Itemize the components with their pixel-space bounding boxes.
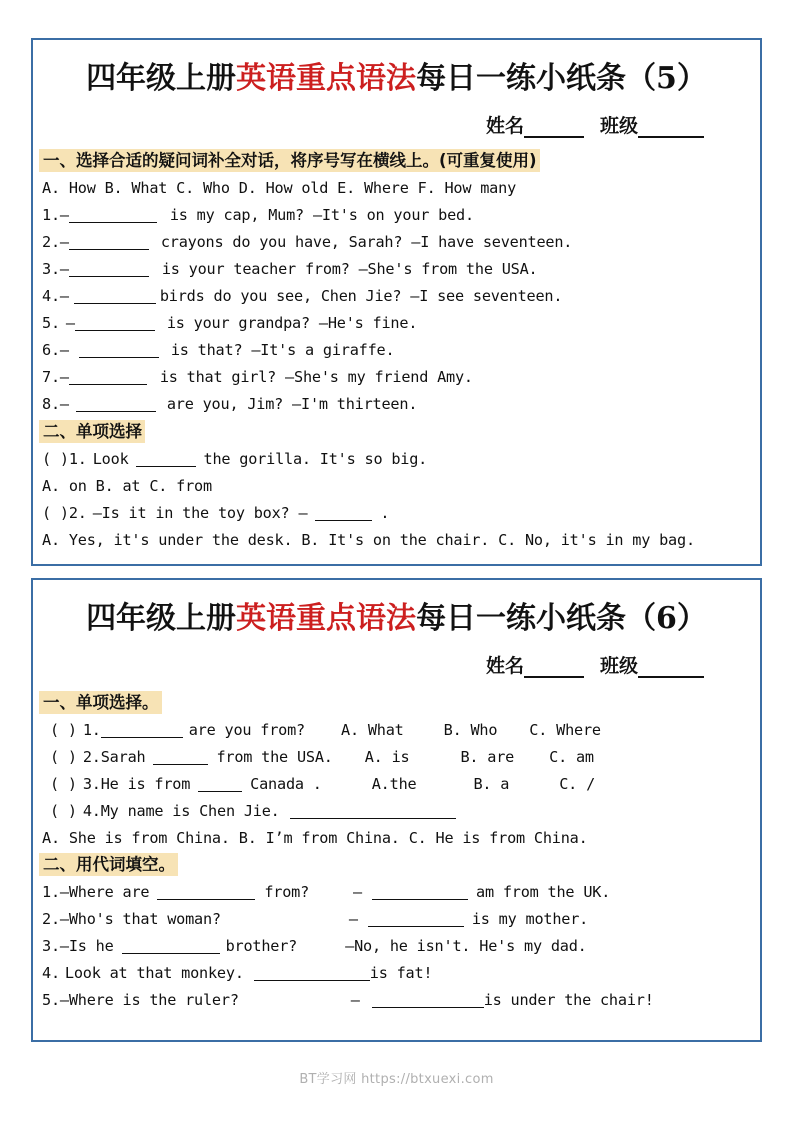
fill-item-6	[42, 337, 760, 364]
mc-item-1-stem-after: the gorilla. It's so big.	[203, 450, 428, 468]
mc-row-3-choice-a[interactable]: A.the	[371, 775, 417, 793]
pronoun-item-3-q-before: —Is he	[59, 937, 114, 955]
mc-row-4	[42, 798, 760, 825]
mc-row-1-num: 1.	[82, 721, 101, 739]
pronoun-item-4-q-before: Look at that monkey.	[64, 964, 244, 982]
pronoun-item-5-num: 5.	[42, 991, 60, 1009]
fill-item-1-dash: –	[59, 206, 69, 224]
mc-row-2-choice-b[interactable]: B. are	[460, 748, 515, 766]
mc-row-3-bracket[interactable]: ( )	[50, 775, 77, 793]
fill-item-1	[42, 202, 760, 229]
pronoun-item-5	[42, 987, 760, 1014]
fill-item-8-dash: –	[59, 395, 69, 413]
fill-item-2-num: 2.	[42, 233, 60, 251]
fill-item-3-num: 3.	[42, 260, 60, 278]
title-suffix: 每日一练小纸条	[416, 61, 627, 96]
mc-row-2-blank[interactable]	[153, 751, 208, 765]
page-title-5	[33, 53, 760, 97]
fill-item-6-blank[interactable]	[79, 344, 159, 358]
section-1-heading-6: 一、单项选择。	[39, 691, 162, 714]
pronoun-item-4-num: 4.	[42, 964, 60, 982]
title-highlight: 英语重点语法	[236, 601, 417, 636]
mc-row-2-bracket[interactable]: ( )	[50, 748, 77, 766]
mc-item-2-num: 2.	[68, 504, 87, 522]
pronoun-item-1-a-before: —	[353, 883, 362, 901]
fill-item-5	[42, 310, 760, 337]
mc-item-1	[42, 446, 760, 473]
fill-item-6-text: is that? –It's a giraffe.	[170, 341, 395, 359]
mc-item-2-bracket[interactable]: ( )	[42, 504, 69, 522]
fill-item-6-num: 6.	[42, 341, 60, 359]
mc-row-1-choice-a[interactable]: A. What	[341, 721, 404, 739]
section-1-heading-wrap-5	[39, 149, 760, 172]
mc-row-3-blank[interactable]	[198, 778, 242, 792]
pronoun-item-3-q-after: brother?	[225, 937, 298, 955]
mc-item-2	[42, 500, 760, 527]
title-prefix: 四年级上册	[86, 601, 237, 636]
mc-row-1	[42, 717, 760, 744]
mc-row-2	[42, 744, 760, 771]
name-class-row-5	[33, 111, 760, 138]
fill-item-3-blank[interactable]	[69, 263, 149, 277]
pronoun-item-2	[42, 906, 760, 933]
mc-item-2-stem-after: .	[380, 504, 390, 522]
section-2-heading-wrap-5	[39, 420, 760, 443]
mc-row-4-num: 4.	[82, 802, 101, 820]
worksheet-card-5	[31, 38, 762, 566]
mc-row-2-choice-a[interactable]: A. is	[364, 748, 410, 766]
fill-item-1-blank[interactable]	[69, 209, 157, 223]
pronoun-item-3-blank-q[interactable]	[122, 940, 220, 954]
pronoun-item-4-q-after: is fat!	[369, 964, 433, 982]
pronoun-item-5-q-before: —Where is the ruler?	[59, 991, 239, 1009]
name-input-blank[interactable]	[524, 659, 584, 678]
fill-item-4	[42, 283, 760, 310]
pronoun-item-4	[42, 960, 760, 987]
section-2-heading-6: 二、用代词填空。	[39, 853, 178, 876]
section-2-heading-wrap-6	[39, 853, 760, 876]
mc-item-1-blank[interactable]	[136, 453, 196, 467]
name-label: 姓名	[485, 115, 524, 137]
fill-item-7	[42, 364, 760, 391]
title-suffix: 每日一练小纸条	[416, 601, 627, 636]
title-prefix: 四年级上册	[86, 61, 237, 96]
fill-item-7-num: 7.	[42, 368, 60, 386]
fill-item-8-text: are you, Jim? –I'm thirteen.	[166, 395, 418, 413]
pronoun-item-1-blank-a[interactable]	[372, 886, 468, 900]
mc-row-1-choice-c[interactable]: C. Where	[529, 721, 601, 739]
mc-item-2-choices[interactable]: A. Yes, it's under the desk. B. It's on the chair. C. No, it's in my bag.	[42, 531, 695, 549]
title-highlight: 英语重点语法	[236, 61, 417, 96]
mc-row-4-stem-before: My name is Chen Jie.	[100, 802, 280, 820]
section-2-heading-5: 二、单项选择	[39, 420, 145, 443]
page-title-6	[33, 593, 760, 637]
mc-row-3-stem-after: Canada .	[250, 775, 322, 793]
fill-item-4-text: birds do you see, Chen Jie? –I see seventeen.	[159, 287, 563, 305]
pronoun-item-1	[42, 879, 760, 906]
pronoun-item-1-a-after: am from the UK.	[476, 883, 611, 901]
fill-item-2-blank[interactable]	[69, 236, 149, 250]
mc-row-3-choice-b[interactable]: B. a	[473, 775, 510, 793]
title-sequence: （6）	[626, 601, 707, 636]
fill-item-4-blank[interactable]	[74, 290, 156, 304]
fill-item-8-blank[interactable]	[76, 398, 156, 412]
pronoun-item-2-num: 2.	[42, 910, 60, 928]
fill-item-8-num: 8.	[42, 395, 60, 413]
fill-item-2-text: crayons do you have, Sarah? –I have seventeen.	[160, 233, 573, 251]
fill-item-1-num: 1.	[42, 206, 60, 224]
fill-item-4-dash: –	[59, 287, 69, 305]
mc-row-1-blank[interactable]	[101, 724, 183, 738]
mc-row-2-stem-before: Sarah	[100, 748, 146, 766]
fill-item-5-num: 5.	[42, 314, 60, 332]
class-input-blank[interactable]	[638, 659, 704, 678]
mc-item-1-num: 1.	[68, 450, 87, 468]
mc-row-1-choice-b[interactable]: B. Who	[443, 721, 498, 739]
name-label: 姓名	[485, 655, 524, 677]
class-input-blank[interactable]	[638, 119, 704, 138]
pronoun-item-2-a-after: is my mother.	[471, 910, 589, 928]
fill-item-3	[42, 256, 760, 283]
mc-row-3-choice-c[interactable]: C. /	[559, 775, 596, 793]
pronoun-item-5-a-after: is under the chair!	[483, 991, 654, 1009]
title-sequence: （5）	[626, 61, 707, 96]
fill-item-2-dash: —	[59, 233, 69, 251]
pronoun-item-2-q-before: —Who's that woman?	[59, 910, 221, 928]
pronoun-item-1-num: 1.	[42, 883, 60, 901]
mc-answers-line[interactable]: A. She is from China. B. I’m from China. C. He is from China.	[42, 829, 588, 847]
section-1-heading-5: 一、选择合适的疑问词补全对话，将序号写在横线上。(可重复使用)	[39, 149, 540, 172]
fill-item-4-num: 4.	[42, 287, 60, 305]
pronoun-item-1-blank-q[interactable]	[157, 886, 255, 900]
pronoun-item-2-blank-a[interactable]	[368, 913, 464, 927]
pronoun-item-2-a-before: —	[348, 910, 358, 928]
mc-item-2-blank[interactable]	[315, 507, 372, 521]
mc-row-2-num: 2.	[82, 748, 101, 766]
pronoun-item-3-a-before: —No, he isn't. He's my dad.	[345, 937, 587, 955]
mc-row-3-stem-before: He is from	[100, 775, 191, 793]
mc-item-1-stem-before: Look	[92, 450, 129, 468]
fill-item-7-blank[interactable]	[69, 371, 147, 385]
pronoun-item-4-blank-q[interactable]	[254, 967, 370, 981]
pronoun-item-5-a-before: —	[350, 991, 360, 1009]
mc-row-1-bracket[interactable]: ( )	[50, 721, 77, 739]
fill-item-7-dash: —	[59, 368, 69, 386]
fill-item-5-blank[interactable]	[75, 317, 155, 331]
mc-row-2-stem-after: from the USA.	[216, 748, 333, 766]
pronoun-item-3	[42, 933, 760, 960]
pronoun-item-5-blank-a[interactable]	[372, 994, 484, 1008]
fill-item-7-text: is that girl? –She's my friend Amy.	[159, 368, 473, 386]
section-1-heading-wrap-6	[39, 691, 760, 714]
mc-item-1-choices[interactable]: A. on B. at C. from	[42, 477, 212, 495]
worksheet-card-6	[31, 578, 762, 1042]
fill-item-1-text: is my cap, Mum? –It's on your bed.	[169, 206, 474, 224]
pronoun-item-1-q-after: from?	[264, 883, 310, 901]
mc-row-4-blank[interactable]	[290, 805, 456, 819]
mc-row-3	[42, 771, 760, 798]
fill-item-2	[42, 229, 760, 256]
mc-item-2-stem-before: –Is it in the toy box? –	[92, 504, 308, 522]
pronoun-item-3-num: 3.	[42, 937, 60, 955]
question-word-options-line: A. How B. What C. Who D. How old E. Where F. How many	[42, 179, 517, 197]
name-input-blank[interactable]	[524, 119, 584, 138]
name-class-row-6	[33, 651, 760, 678]
fill-item-5-text: is your grandpa? –He's fine.	[166, 314, 418, 332]
class-label: 班级	[599, 115, 638, 137]
mc-row-4-bracket[interactable]: ( )	[50, 802, 77, 820]
mc-row-3-num: 3.	[82, 775, 101, 793]
class-label: 班级	[599, 655, 638, 677]
footer-watermark: BT学习网 https://btxuexi.com	[299, 1072, 494, 1087]
fill-item-8	[42, 391, 760, 418]
mc-row-2-choice-c[interactable]: C. am	[549, 748, 594, 766]
mc-item-1-bracket[interactable]: ( )	[42, 450, 69, 468]
fill-item-5-dash: –	[65, 314, 75, 332]
fill-item-3-dash: —	[59, 260, 69, 278]
fill-item-6-dash: —	[59, 341, 69, 359]
pronoun-item-1-q-before: —Where are	[59, 883, 150, 901]
fill-item-3-text: is your teacher from? –She's from the USA.	[161, 260, 538, 278]
mc-row-1-stem: are you from?	[188, 721, 306, 739]
